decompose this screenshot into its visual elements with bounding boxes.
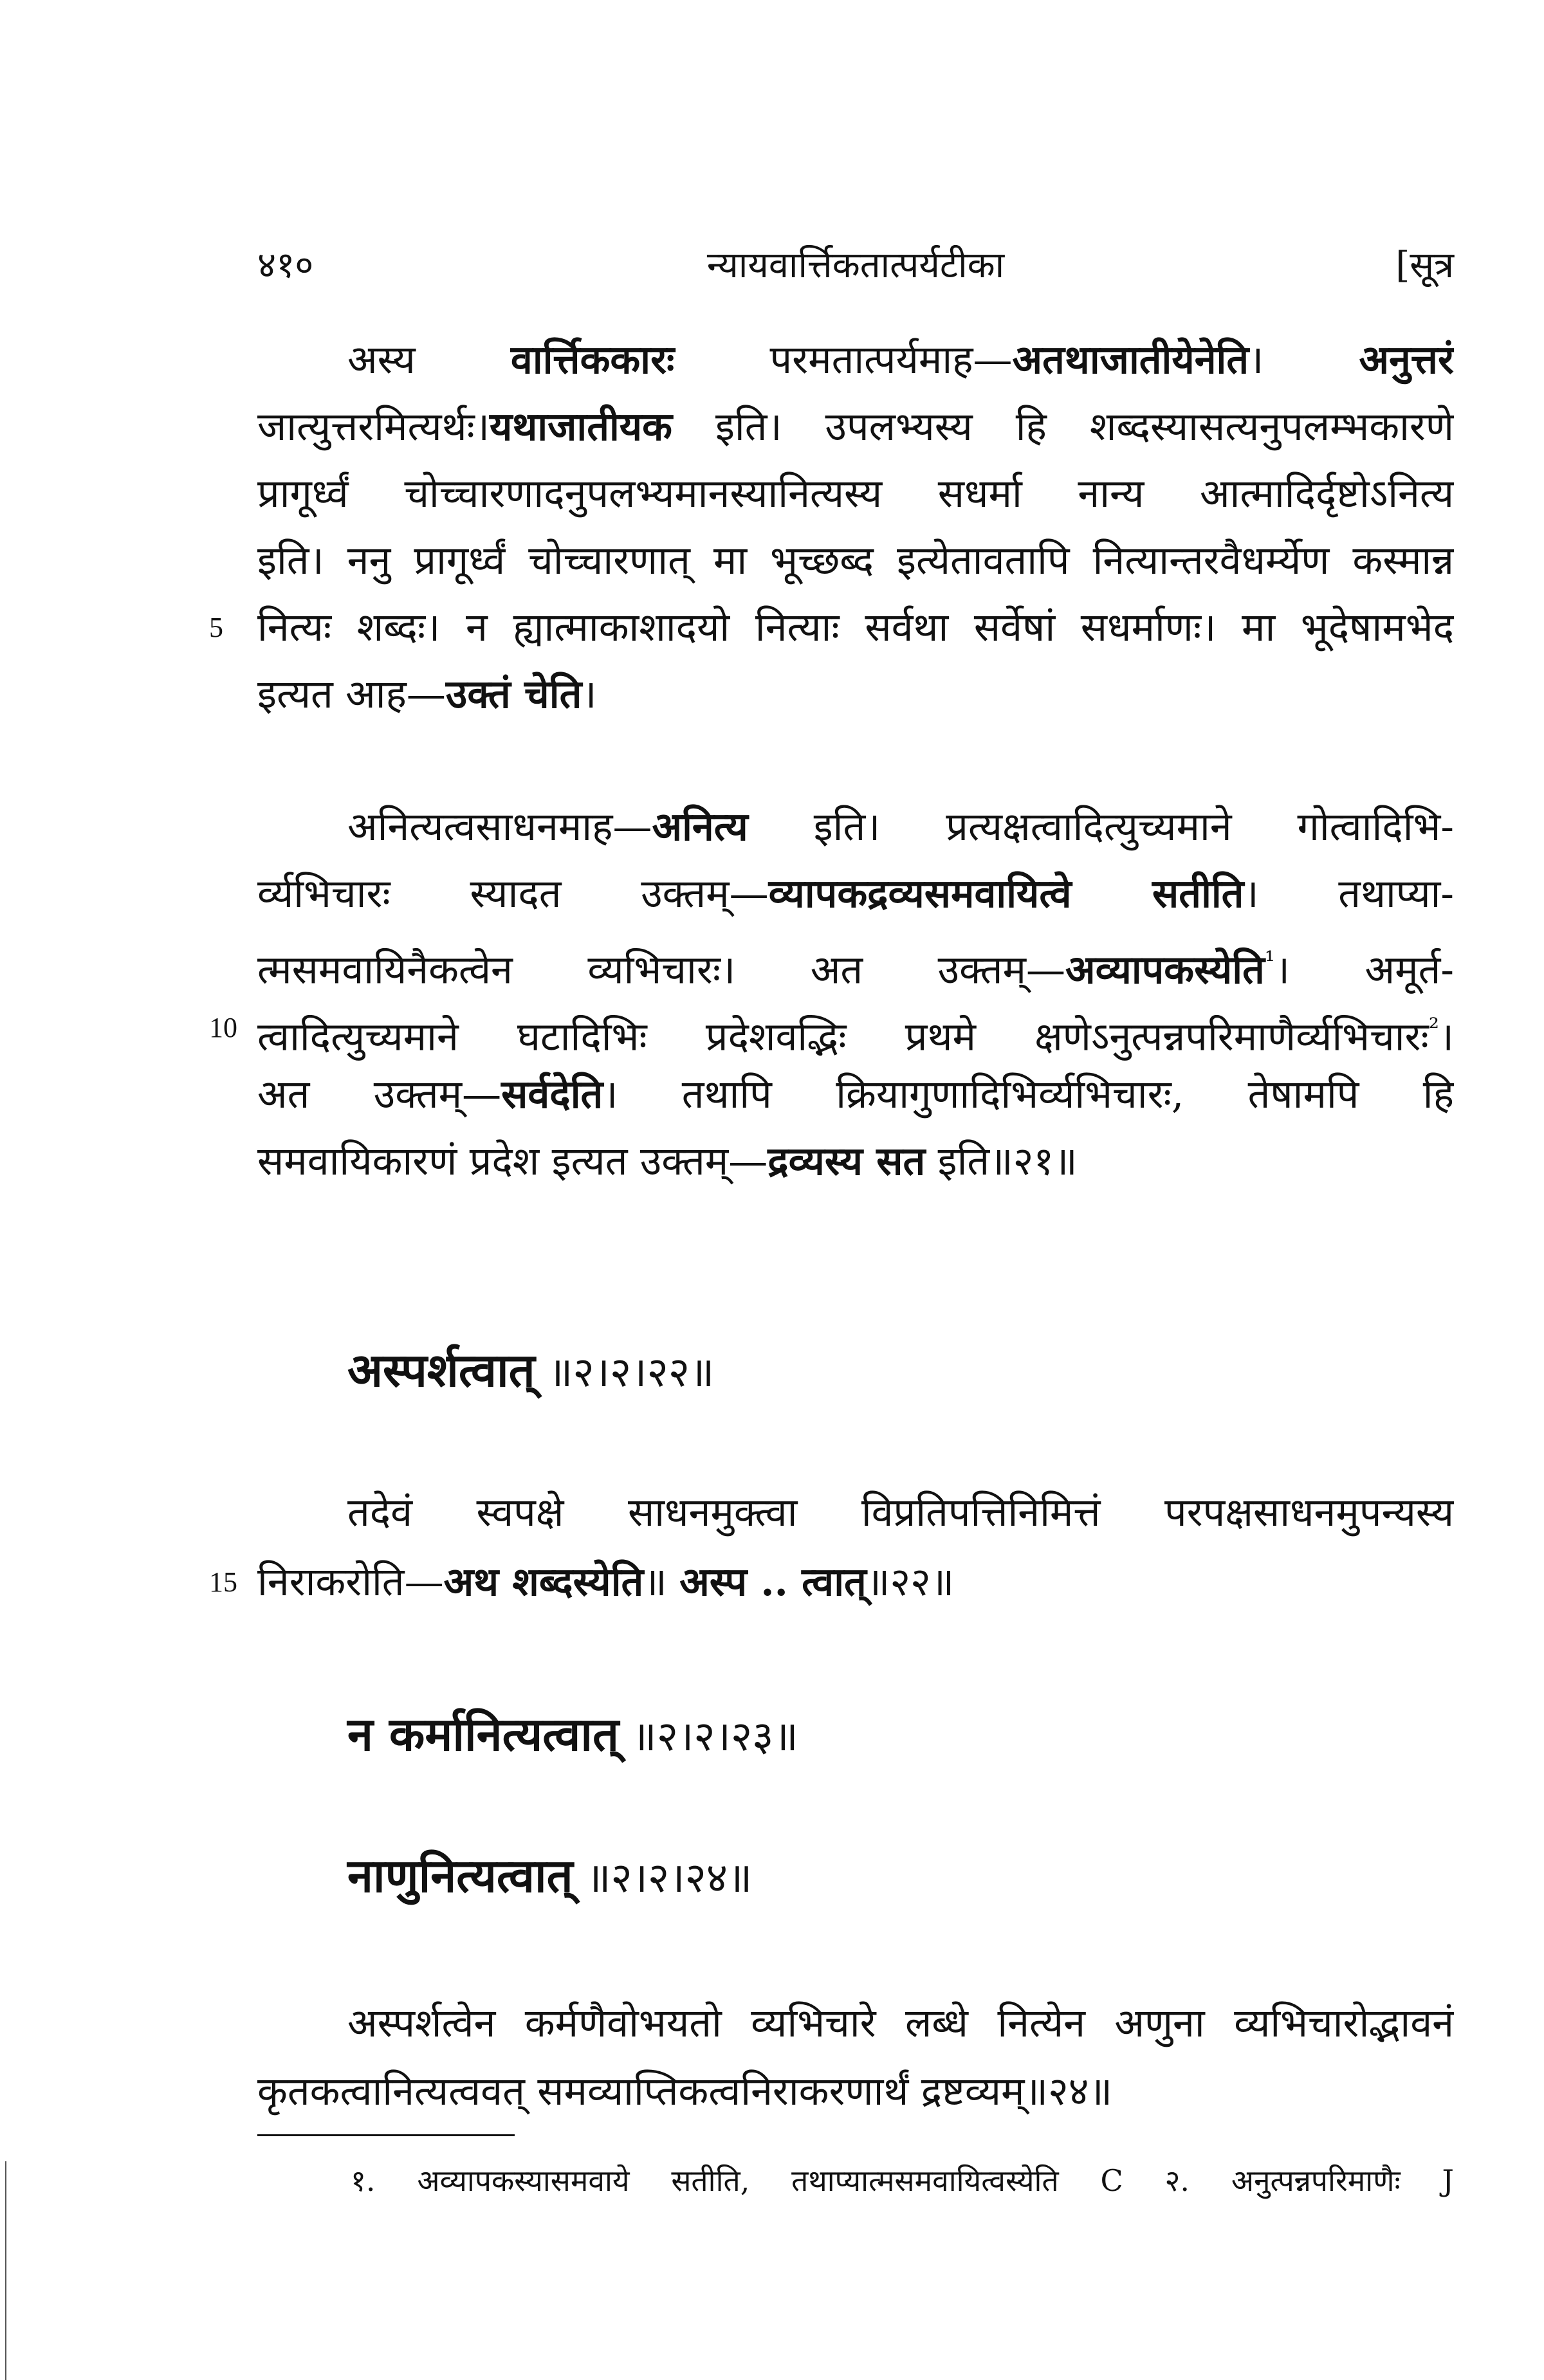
text-run: । xyxy=(1438,1014,1454,1060)
footnote: १. अव्यापकस्यासमवाये सतीति, तथाप्यात्मसमवायित्वस्येति C २. अनुत्पन्नपरिमाणैः J xyxy=(351,2163,1454,2198)
line-number: 10 xyxy=(209,1012,237,1043)
text-run: अस्य xyxy=(347,337,511,383)
text-run: अस्पर्शत्वेन कर्मणैवोभयतो व्यभिचारे लब्धे नित्येन अणुना व्यभिचारोद्भावनं xyxy=(347,2000,1454,2046)
text-run: त्मसमवायिनैकत्वेन व्यभिचारः। अत उक्तम्— xyxy=(257,947,1066,993)
footnote-ref: ¹ xyxy=(1264,946,1275,976)
text-run: इत्यत आह— xyxy=(257,672,446,717)
text-run: । तथाप्या- xyxy=(1244,871,1454,917)
text-run: । अमूर्त- xyxy=(1274,947,1454,993)
bold-term: वार्त्तिककारः xyxy=(510,337,675,383)
sutra-number: ॥२।२।२२॥ xyxy=(535,1349,715,1396)
text-run: निराकरोति— xyxy=(257,1559,444,1605)
sutra-number: ॥२।२।२३॥ xyxy=(619,1713,798,1761)
text-run: । तथापि क्रियागुणादिभिर्व्यभिचारः, तेषामपि हि xyxy=(603,1072,1454,1117)
text-run: प्रागूर्ध्वं चोच्चारणादनुपलभ्यमानस्यानित्यस्य सधर्मा नान्य आत्मादिर्दृष्टोऽनित्य xyxy=(257,471,1454,517)
text-run: इति। उपलभ्यस्य हि शब्दस्यासत्यनुपलम्भकारणे xyxy=(672,404,1454,450)
line-number: 5 xyxy=(209,612,223,643)
sutra-heading xyxy=(347,1338,714,1405)
text-run: इति। प्रत्यक्षत्वादित्युच्यमाने गोत्वादिभि- xyxy=(748,804,1454,850)
text-run: अनित्यत्वसाधनमाह— xyxy=(347,804,652,850)
footnote-rule xyxy=(257,2134,515,2136)
text-line xyxy=(257,2066,1454,2118)
section-marker: [सूत्र xyxy=(1395,244,1454,286)
bold-term: यथाजातीयक xyxy=(490,404,673,450)
bold-term: अथ शब्दस्येति xyxy=(443,1559,644,1605)
bold-term: अस्प .. त्वात् xyxy=(679,1559,867,1605)
running-title: न्यायवार्त्तिकतात्पर्यटीका xyxy=(706,244,1005,286)
text-run: ॥२२॥ xyxy=(866,1559,955,1605)
text-run: र्व्यभिचारः स्यादत उक्तम्— xyxy=(257,871,769,917)
text-line xyxy=(257,401,1454,453)
sutra-text: नाणुनित्यत्वात् xyxy=(347,1848,573,1903)
sutra-number: ॥२।२।२४॥ xyxy=(573,1854,753,1902)
text-line xyxy=(347,1998,1454,2049)
bold-term: अनुत्तरं xyxy=(1359,337,1454,383)
text-line xyxy=(347,801,1454,853)
line-number: 15 xyxy=(209,1566,237,1598)
bold-term: व्यापकद्रव्यसमवायित्वे सतीति xyxy=(768,871,1244,917)
text-line xyxy=(347,334,1454,386)
text-run: परमतात्पर्यमाह— xyxy=(674,337,1013,383)
text-run: नित्यः शब्दः। न ह्यात्माकाशादयो नित्याः सर्वथा सर्वेषां सधर्माणः। मा भूदेषामभेद xyxy=(257,605,1454,650)
bold-term: अव्यापकस्येति xyxy=(1065,947,1265,993)
text-run: त्वादित्युच्यमाने घटादिभिः प्रदेशवद्भिः प्रथमे क्षणेऽनुत्पन्नपरिमाणैर्व्यभिचारः xyxy=(257,1014,1429,1060)
text-run: इति। ननु प्रागूर्ध्वं चोच्चारणात् मा भूच्छब्द इत्येतावतापि नित्यान्तरवैधर्म्येण कस्मान्न xyxy=(257,538,1454,583)
bold-term: सर्वदेति xyxy=(501,1072,603,1117)
sutra-text: न कर्मानित्यत्वात् xyxy=(347,1707,620,1761)
text-run: अत उक्तम्— xyxy=(257,1072,502,1117)
text-line xyxy=(257,468,1454,520)
running-header xyxy=(257,239,1454,291)
text-line xyxy=(347,1487,1454,1539)
text-run: समवायिकारणं प्रदेश इत्यत उक्तम्— xyxy=(257,1139,768,1184)
text-run: । xyxy=(582,672,597,717)
text-line xyxy=(257,669,1454,720)
text-run: जात्युत्तरमित्यर्थः। xyxy=(257,404,490,450)
text-line xyxy=(257,868,1454,920)
scan-edge xyxy=(5,2161,6,2380)
text-run: । xyxy=(1249,337,1359,383)
bold-term: उक्तं चेति xyxy=(445,672,582,717)
text-line xyxy=(257,1136,1454,1187)
bold-term: अतथाजातीयेनेति xyxy=(1012,337,1249,383)
footnote-ref: ² xyxy=(1428,1013,1439,1043)
text-run: तदेवं स्वपक्षे साधनमुक्त्वा विप्रतिपत्तिनिमित्तं परपक्षसाधनमुपन्यस्य xyxy=(347,1490,1454,1535)
text-line xyxy=(257,602,1454,654)
text-run: इति॥२१॥ xyxy=(925,1139,1078,1184)
bold-term: अनित्य xyxy=(652,804,748,850)
text-line xyxy=(257,1069,1454,1121)
sutra-heading xyxy=(347,1844,752,1910)
text-line xyxy=(257,1002,1454,1063)
bold-term: द्रव्यस्य सत xyxy=(767,1139,926,1184)
text-line xyxy=(257,535,1454,587)
sutra-heading xyxy=(347,1702,798,1769)
text-line xyxy=(257,1557,1454,1608)
sutra-text: अस्पर्शत्वात् xyxy=(347,1342,535,1397)
text-line xyxy=(257,935,1454,996)
text-run: ॥ xyxy=(643,1559,680,1605)
page-number: ४१० xyxy=(257,244,314,286)
text-run: कृतकत्वानित्यत्ववत् समव्याप्तिकत्वनिराकरणार्थं द्रष्टव्यम्॥२४॥ xyxy=(257,2069,1112,2114)
